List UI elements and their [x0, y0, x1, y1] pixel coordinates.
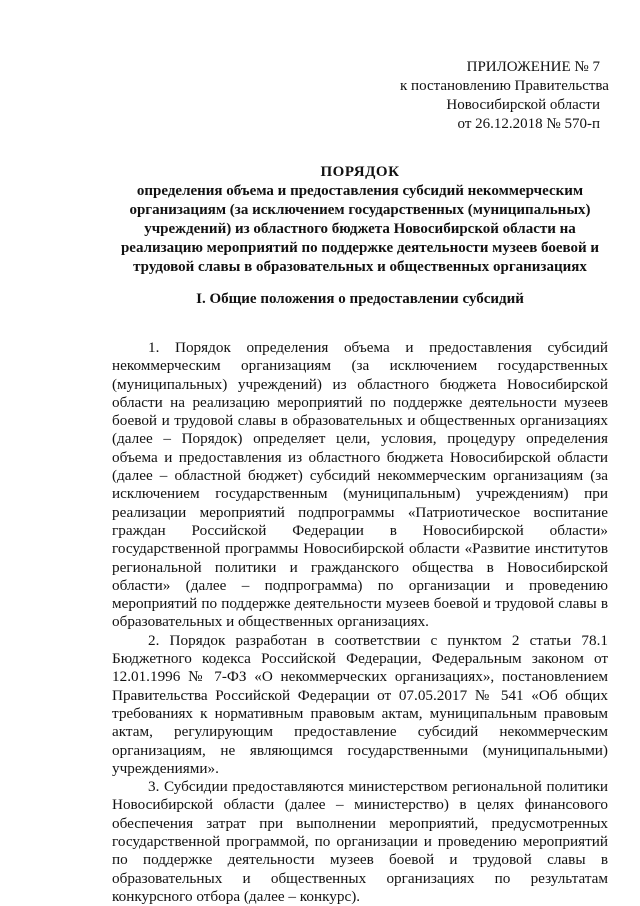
- approval-stamp: [400, 58, 609, 134]
- section-heading: I. Общие положения о предоставлении субсидий: [196, 291, 524, 307]
- document-title: ПОРЯДОК: [320, 164, 400, 180]
- paragraph-1: 1. Порядок определения объема и предоставления субсидий некоммерческим организациям (за исключением государственных (муниципальных) учреждений) из областного бюджета Новосибирской области на реализацию мероприятий по поддержке деятельности музеев боевой и трудовой славы в образовательных и общественных организациях (далее – Порядок) определяет цели, условия, процедуру определения объема и предоставления из областного бюджета Новосибирской области (далее – областной бюджет) субсидий некоммерческим организациям (за исключением государственным (муниципальным) учреждениям) при реализации мероприятий подпрограммы «Патриотическое воспитание граждан Российской Федерации в Новосибирской области» государственной программы Новосибирской области «Развитие институтов региональной политики и гражданского общества в Новосибирской области» (далее – подпрограмма) по организации и проведению мероприятий по поддержке деятельности музеев боевой и трудовой славы в образовательных и общественных организациях.: [112, 339, 608, 631]
- appendix-date: от 26.12.2018 № 570-п: [457, 116, 600, 132]
- appendix-reference: к постановлению Правительства: [400, 78, 609, 94]
- document-title-block: [112, 163, 608, 277]
- appendix-number: ПРИЛОЖЕНИЕ № 7: [466, 59, 600, 75]
- paragraph-2: 2. Порядок разработан в соответствии с пунктом 2 статьи 78.1 Бюджетного кодекса Российской Федерации, Федеральным законом от 12.01.1996 № 7-ФЗ «О некоммерческих организациях», постановлением Правительства Российской Федерации от 07.05.2017 № 541 «Об общих требованиях к нормативным правовым актам, муниципальным правовым актам, регулирующим предоставление субсидий некоммерческим организациям, не являющимся государственными (муниципальными) учреждениями».: [112, 631, 608, 777]
- section-body: [112, 339, 608, 906]
- document-subtitle: определения объема и предоставления субсидий некоммерческим организациям (за исключением государственных (муниципальных) учреждений) из областного бюджета Новосибирской области на реализацию мероприятий по поддержке деятельности музеев боевой и трудовой славы в образовательных и общественных организациях: [120, 183, 600, 275]
- appendix-authority: Новосибирской области: [446, 97, 600, 113]
- paragraph-3: 3. Субсидии предоставляются министерством региональной политики Новосибирской области (далее – министерство) в целях финансового обеспечения затрат при выполнении мероприятий, предусмотренных государственной программой, по организации и проведению мероприятий по поддержке деятельности музеев боевой и трудовой славы в образовательных и общественных организациях по результатам конкурсного отбора (далее – конкурс).: [112, 778, 608, 905]
